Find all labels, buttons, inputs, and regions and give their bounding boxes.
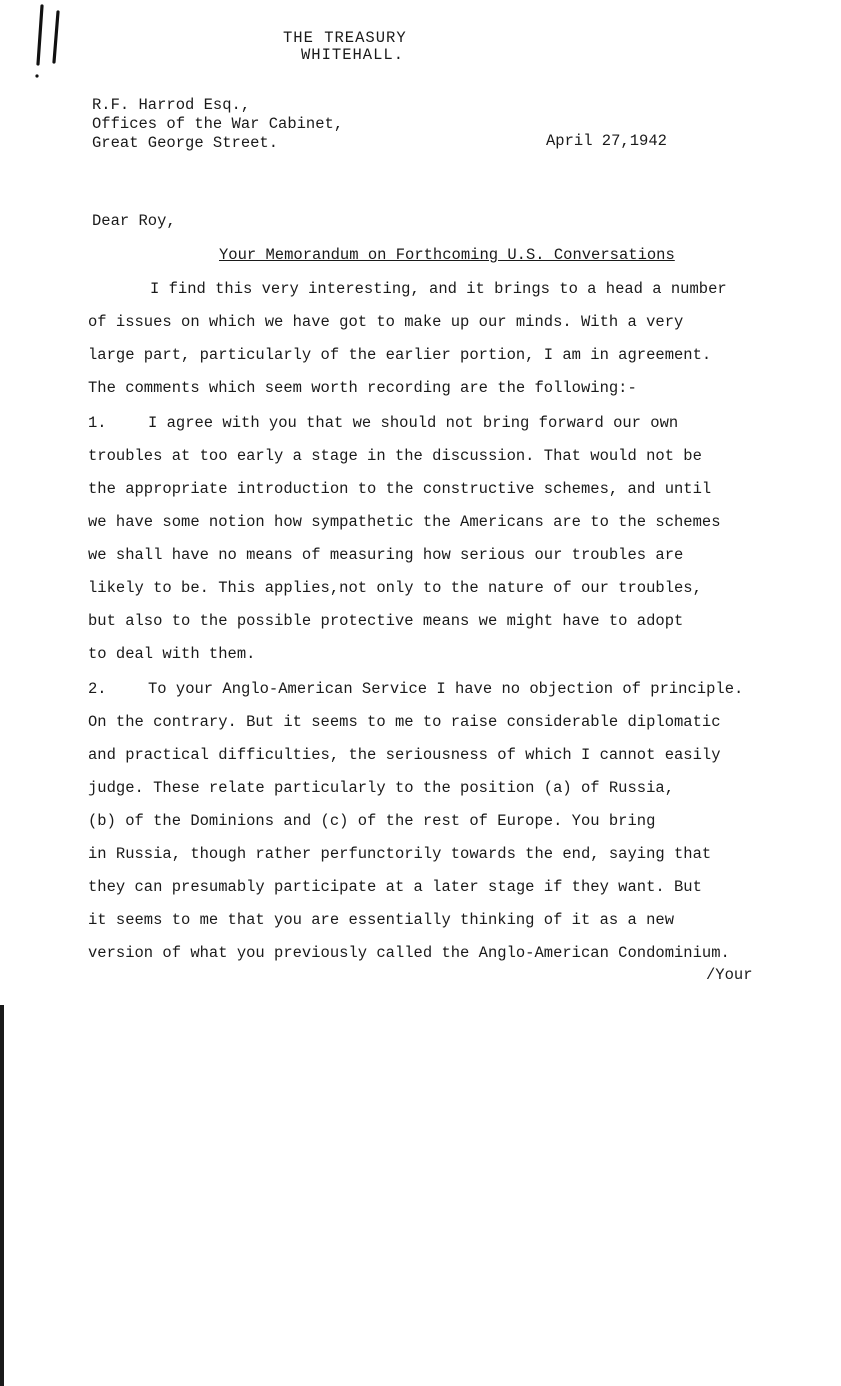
paragraph-point-2	[88, 673, 743, 970]
text-line: they can presumably participate at a later stage if they want. But	[88, 878, 702, 896]
text-line: The comments which seem worth recording are the following:-	[88, 379, 637, 397]
text-line: 2. To your Anglo-American Service I have no objection of principle.	[88, 673, 743, 706]
handwritten-mark	[32, 4, 78, 84]
address-line: Offices of the War Cabinet,	[92, 115, 344, 133]
text-line: we have some notion how sympathetic the Americans are to the schemes	[88, 513, 721, 531]
text-line: likely to be. This applies,not only to the nature of our troubles,	[88, 579, 702, 597]
text-line: (b) of the Dominions and (c) of the rest of Europe. You bring	[88, 812, 656, 830]
subject-heading: Your Memorandum on Forthcoming U.S. Conversations	[219, 246, 675, 264]
text-line: the appropriate introduction to the constructive schemes, and until	[88, 480, 712, 498]
text-line: of issues on which we have got to make up our minds. With a very	[88, 313, 684, 331]
text-line: to deal with them.	[88, 645, 256, 663]
text-line: and practical difficulties, the seriousness of which I cannot easily	[88, 746, 721, 764]
paragraph-point-1	[88, 407, 721, 671]
text-line: in Russia, though rather perfunctorily towards the end, saying that	[88, 845, 712, 863]
text-line: troubles at too early a stage in the discussion. That would not be	[88, 447, 702, 465]
text-line: judge. These relate particularly to the position (a) of Russia,	[88, 779, 674, 797]
text-line: but also to the possible protective means we might have to adopt	[88, 612, 684, 630]
address-line: Great George Street.	[92, 134, 279, 152]
point-number: 1.	[88, 414, 107, 432]
text-line: I find this very interesting, and it brings to a head a number	[150, 280, 727, 298]
catchword: /Your	[706, 966, 753, 984]
address-line: R.F. Harrod Esq.,	[92, 96, 251, 114]
text-line: On the contrary. But it seems to me to raise considerable diplomatic	[88, 713, 721, 731]
letter-date: April 27,1942	[546, 132, 667, 150]
text-line: it seems to me that you are essentially thinking of it as a new	[88, 911, 674, 929]
paragraph-intro	[88, 273, 727, 405]
page-edge-shadow	[0, 1005, 4, 1386]
letterhead	[283, 30, 407, 64]
recipient-address	[92, 96, 343, 153]
salutation: Dear Roy,	[92, 212, 176, 230]
text-line: 1. I agree with you that we should not bring forward our own	[88, 407, 721, 440]
text-line: we shall have no means of measuring how serious our troubles are	[88, 546, 684, 564]
letterhead-line2: WHITEHALL.	[301, 46, 405, 64]
text-line: version of what you previously called the Anglo-American Condominium.	[88, 944, 730, 962]
point-number: 2.	[88, 680, 107, 698]
text-line: large part, particularly of the earlier portion, I am in agreement.	[88, 346, 712, 364]
letterhead-line1: THE TREASURY	[283, 29, 407, 47]
